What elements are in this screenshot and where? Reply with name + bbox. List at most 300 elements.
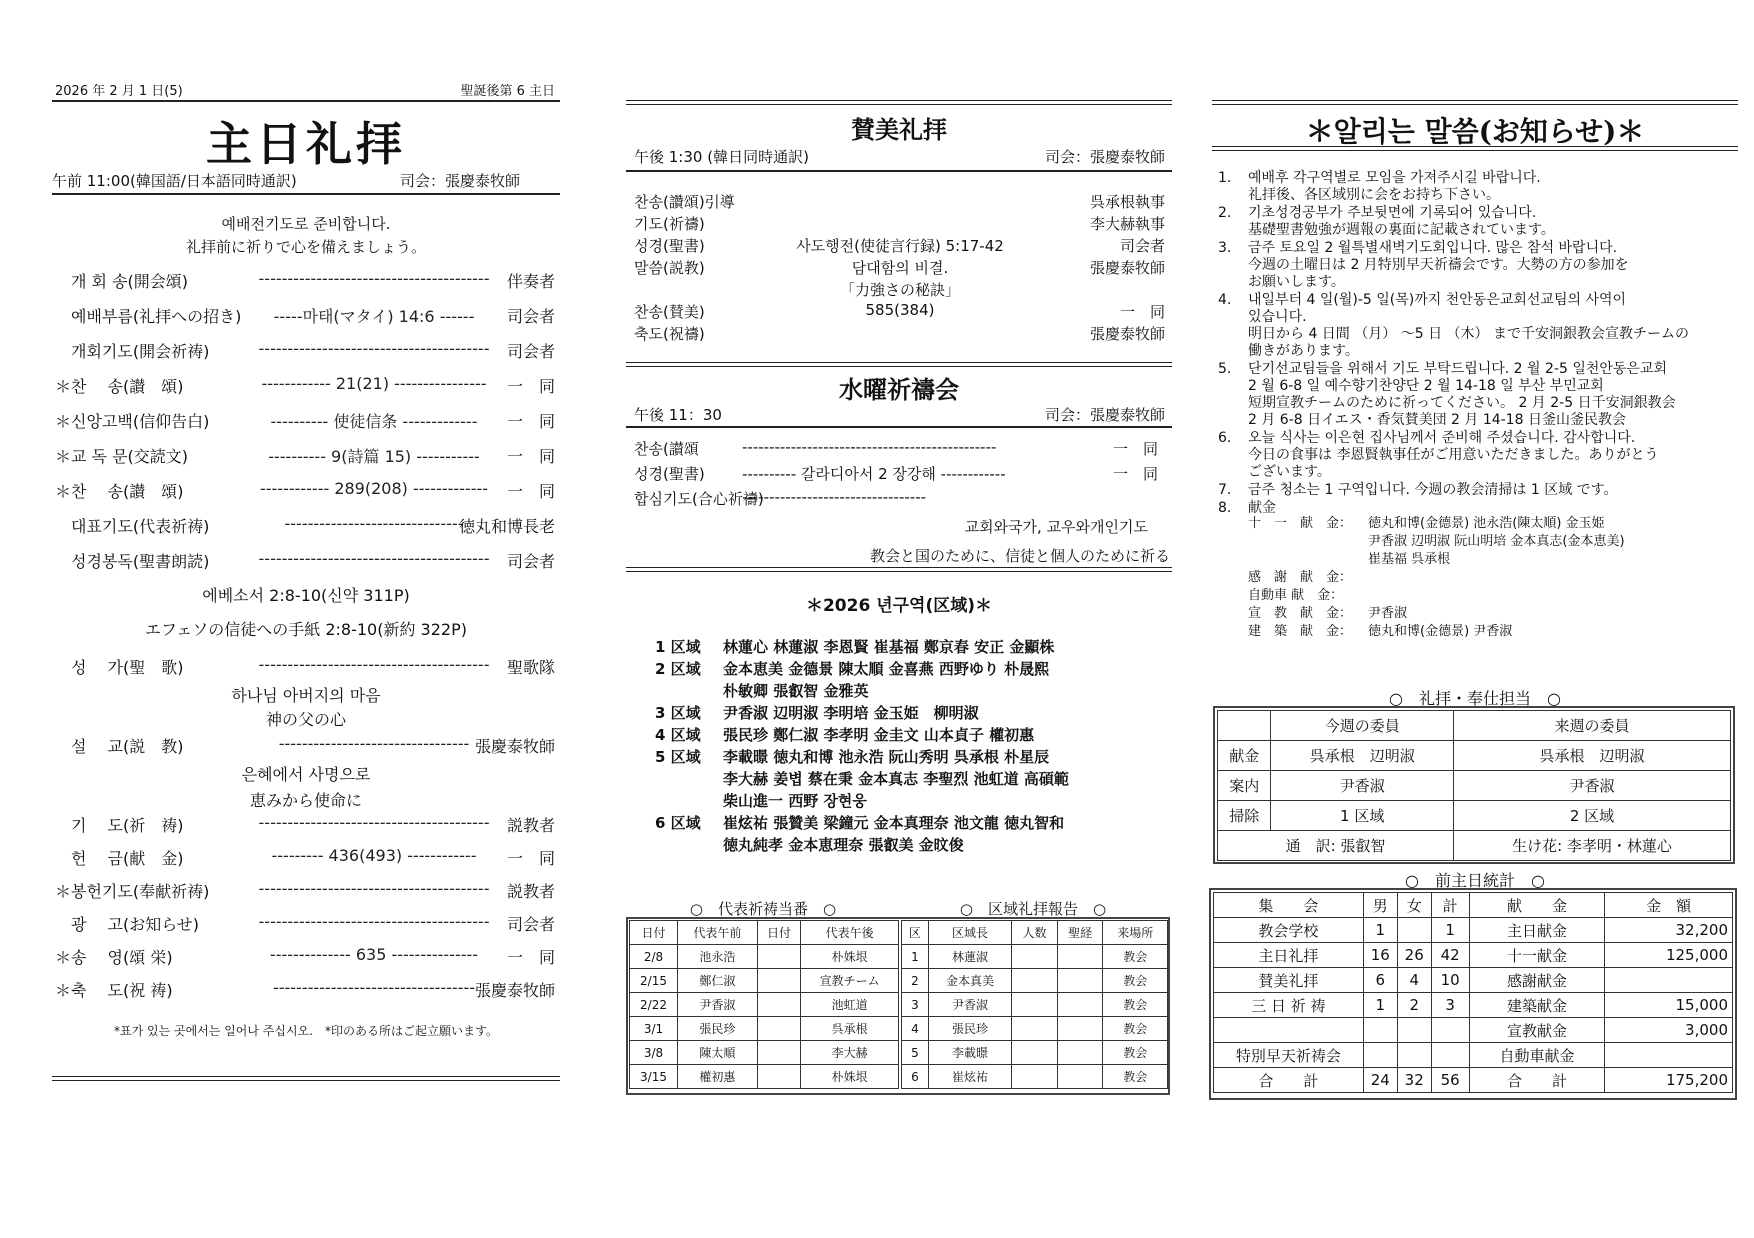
- column-header: 代表午後: [801, 921, 899, 945]
- order-row: [55, 514, 555, 536]
- table-cell: 張民珍: [678, 1017, 758, 1041]
- divider: [626, 170, 1172, 172]
- order-item-name: 교 독 문(交読文): [71, 447, 189, 466]
- table-cell: [1012, 1041, 1058, 1065]
- order-item-leader: 一 同: [506, 412, 555, 431]
- praise-item-name: 성경(聖書): [634, 237, 705, 255]
- zone-title: ＊2026 년구역(区域)＊: [805, 596, 993, 616]
- table-cell: [1431, 1043, 1469, 1068]
- table-cell: [1605, 1043, 1733, 1068]
- table-cell: 教会: [1103, 1017, 1168, 1041]
- zone-members: 柴山進一 西野 장현웅: [723, 792, 867, 810]
- notice-line: 今週の土曜日は 2 月特別早天祈禱会です。大勢の方の参加を: [1248, 257, 1629, 273]
- table-cell: [1605, 968, 1733, 993]
- praise-title: 賛美礼拝: [851, 115, 947, 144]
- prayer-duty-table: [629, 920, 899, 1089]
- notice-line: 금주 토요일 2 월특별새벽기도회입니다. 많은 참석 바랍니다.: [1248, 240, 1618, 256]
- choir-song-ko: 하나님 아버지의 마음: [231, 686, 381, 705]
- zone-row: [655, 812, 1064, 833]
- praise-host: 司会：張慶泰牧師: [1044, 148, 1165, 166]
- order-row: [55, 549, 555, 571]
- table-cell: 16: [1363, 943, 1397, 968]
- praise-item-leader: 張慶泰牧師: [1089, 259, 1165, 277]
- section-rule: [626, 362, 1172, 367]
- table-cell: [1363, 1018, 1397, 1043]
- notice-line: 오늘 식사는 이은현 집사님께서 준비해 주셨습니다. 감사합니다.: [1248, 430, 1636, 446]
- service-time: 午前 11:00(韓国語/日本語同時通訳): [52, 172, 297, 190]
- order-item-leader: 一 同: [506, 849, 555, 868]
- table-cell: 教会: [1103, 1065, 1168, 1089]
- table-cell: [1012, 969, 1058, 993]
- offering-donors: 尹香淑: [1368, 606, 1408, 621]
- zone-name: 3 区域: [655, 704, 701, 722]
- notice-number: 2.: [1218, 205, 1232, 221]
- order-item-name: 개회기도(開会祈祷): [71, 342, 210, 361]
- table-row: [1214, 1018, 1733, 1043]
- notice-number: 5.: [1218, 361, 1232, 377]
- column-header: 日付: [630, 921, 678, 945]
- table-cell: 宣教チーム: [801, 969, 899, 993]
- table-cell: 尹香淑: [678, 993, 758, 1017]
- table-cell: 1: [1363, 918, 1397, 943]
- offering-donors: 徳丸和博(金德景) 池永浩(陳太順) 金玉姫: [1368, 516, 1605, 531]
- choir-song-ja: 神の父の心: [265, 710, 346, 729]
- church-week: 聖誕後第 6 主日: [460, 84, 555, 99]
- notice-line: 献金: [1248, 500, 1276, 516]
- zone-name: 5 区域: [655, 748, 701, 766]
- table-cell: [757, 1041, 801, 1065]
- table-cell: 主日献金: [1469, 918, 1605, 943]
- table-cell: [1012, 945, 1058, 969]
- wed-topic-ja: 教会と国のために、信徒と個人のために祈る: [869, 547, 1170, 565]
- zone-members: 崔炫祐 張贊美 梁鐘元 金本真理奈 池文龍 徳丸智和: [723, 814, 1065, 832]
- zone-members: 朴敏卿 張叡智 金雅英: [723, 682, 869, 700]
- table-cell: [757, 1017, 801, 1041]
- zone-row: [655, 636, 1054, 657]
- offering-donors: 尹香淑 辺明淑 阮山明培 金本真志(金本恵美): [1368, 534, 1625, 549]
- table-cell: [1057, 1041, 1103, 1065]
- notice-line: 금주 청소는 1 구역입니다. 今週の教会清掃は 1 区域 です。: [1248, 482, 1618, 498]
- table-cell: [1057, 993, 1103, 1017]
- order-item-name: 기 도(祈 祷): [71, 816, 184, 835]
- table-cell: 3/8: [630, 1041, 678, 1065]
- column-header: [1218, 711, 1271, 741]
- zone-members: 徳丸純孝 金本恵理奈 張叡美 金旼俊: [723, 836, 964, 854]
- order-item-leader: 司会者: [506, 915, 555, 934]
- order-row: [55, 304, 555, 326]
- wed-item-name: 성경(聖書): [634, 465, 705, 483]
- table-row: [902, 1041, 1168, 1065]
- offering-label: 感 謝 献 金：: [1248, 570, 1353, 585]
- notice-number: 8.: [1218, 500, 1232, 516]
- table-cell: 尹香淑: [928, 993, 1011, 1017]
- required-standing-mark: ＊: [55, 412, 72, 431]
- zone-row: [655, 768, 1069, 789]
- table-cell: 6: [902, 1065, 929, 1089]
- table-cell: [1431, 1018, 1469, 1043]
- order-item-detail: ------------ 21(21) ----------------: [261, 374, 487, 393]
- notice-number: 4.: [1218, 292, 1232, 308]
- column-header: 来週の委員: [1453, 711, 1730, 741]
- notice-item: [1218, 292, 1738, 360]
- praise-item-detail: 585(384): [865, 301, 935, 319]
- stats-table: [1213, 892, 1733, 1093]
- notice-item: [1218, 205, 1738, 239]
- table-cell: 1: [902, 945, 929, 969]
- order-item-leader: 司会者: [506, 307, 555, 326]
- notice-line: 短期宣教チームのために祈ってください。 2 月 2-5 日千安洞銀教会: [1248, 395, 1676, 411]
- divider: [52, 193, 560, 195]
- wed-host: 司会：張慶泰牧師: [1044, 406, 1165, 424]
- table-cell: 李大赫: [801, 1041, 899, 1065]
- table-row: [630, 993, 899, 1017]
- table-cell: 2: [902, 969, 929, 993]
- order-item-name: 개 회 송(開会頌): [71, 272, 189, 291]
- order-row: [55, 912, 555, 934]
- table-cell: 張民珍: [928, 1017, 1011, 1041]
- table-cell: 3/1: [630, 1017, 678, 1041]
- table-cell: 42: [1431, 943, 1469, 968]
- tables-frame: [626, 917, 1170, 1095]
- table-cell: [1363, 1043, 1397, 1068]
- order-item-leader: 説教者: [506, 882, 555, 901]
- order-row: [55, 945, 555, 967]
- required-standing-mark: ＊: [55, 882, 72, 901]
- table-row: [1218, 771, 1731, 801]
- table-row: [902, 1017, 1168, 1041]
- order-item-name: 대표기도(代表祈祷): [71, 517, 210, 536]
- required-standing-mark: ＊: [55, 447, 72, 466]
- notice-number: 3.: [1218, 240, 1232, 256]
- order-item-leader: 司会者: [506, 552, 555, 571]
- order-item-detail: ----------------------------------------: [258, 549, 490, 568]
- notice-item: [1218, 482, 1738, 499]
- table-cell: 4: [902, 1017, 929, 1041]
- order-row: [55, 978, 555, 1000]
- order-item-name: 광 고(お知らせ): [71, 915, 200, 934]
- table-cell: 自動車献金: [1469, 1043, 1605, 1068]
- table-row: [1214, 968, 1733, 993]
- zone-name: 4 区域: [655, 726, 701, 744]
- table-cell: 呉承根 辺明淑: [1271, 741, 1454, 771]
- table-cell: 呉承根: [801, 1017, 899, 1041]
- scripture-ja: エフェソの信徒への手紙 2:8-10(新約 322P): [145, 620, 467, 639]
- notice-line: 明日から 4 日間 （月） ～5 日 （木） まで千安洞銀教会宣教チームの: [1248, 326, 1689, 342]
- header-rule: [1212, 100, 1738, 105]
- column-header: 集 会: [1214, 893, 1364, 918]
- zone-report-table: [901, 920, 1168, 1089]
- table-cell: 教会: [1103, 1041, 1168, 1065]
- table-row: [630, 1041, 899, 1065]
- offering-label: 宣 教 献 金：: [1248, 606, 1353, 621]
- table-row: [1214, 918, 1733, 943]
- order-item-detail: -------------------------------: [284, 514, 464, 533]
- table-cell: 三 日 祈 祷: [1214, 993, 1364, 1018]
- column-header: 来場所: [1103, 921, 1168, 945]
- table-cell: 崔炫祐: [928, 1065, 1011, 1089]
- table-row: [1218, 801, 1731, 831]
- offering-donors: 徳丸和博(金德景) 尹香淑: [1368, 624, 1513, 639]
- praise-item-detail: 사도행전(使徒言行録) 5:17-42: [796, 237, 1004, 255]
- offering-donors: 崔基福 呉承根: [1368, 552, 1451, 567]
- column-header: 男: [1363, 893, 1397, 918]
- table-cell: [757, 969, 801, 993]
- divider: [52, 100, 560, 102]
- order-item-name: 축 도(祝 祷): [71, 981, 173, 1000]
- order-item-leader: 説教者: [506, 816, 555, 835]
- order-item-detail: -----마태(マタイ) 14:6 ------: [273, 307, 475, 326]
- order-item-detail: ---------- 9(詩篇 15) -----------: [268, 447, 480, 466]
- notice-line: 今日の食事は 李恩賢執事任がご用意いただきました。ありがとう: [1248, 447, 1659, 463]
- order-row: [55, 269, 555, 291]
- order-item-name: 신앙고백(信仰告白): [71, 412, 210, 431]
- table-cell: 教会: [1103, 945, 1168, 969]
- notice-item: [1218, 170, 1738, 204]
- zone-members: 李載暻 徳丸和博 池永浩 阮山秀明 呉承根 朴星辰: [723, 748, 1050, 766]
- order-item-detail: ----------------------------------------: [258, 879, 490, 898]
- table-cell: 1: [1363, 993, 1397, 1018]
- interpreter: 通 訳: 張叡智: [1218, 831, 1454, 861]
- wed-item-detail: -----------------------------------------------: [742, 438, 997, 456]
- required-standing-mark: ＊: [55, 948, 72, 967]
- column-header: 区: [902, 921, 929, 945]
- zone-name: 6 区域: [655, 814, 701, 832]
- table-cell: 1 区域: [1271, 801, 1454, 831]
- table-cell: 3: [902, 993, 929, 1017]
- table-cell: 24: [1363, 1068, 1397, 1093]
- order-row: [55, 339, 555, 361]
- table-row: [902, 1065, 1168, 1089]
- order-item-leader: 一 同: [506, 447, 555, 466]
- table-row: [902, 969, 1168, 993]
- table-cell: [1397, 1043, 1431, 1068]
- order-row: [55, 879, 555, 901]
- table-row: [1218, 741, 1731, 771]
- order-row: [55, 846, 555, 868]
- stats-frame: [1209, 888, 1737, 1100]
- required-standing-mark: ＊: [55, 377, 72, 396]
- footnote: *표가 있는 곳에서는 일어나 주십시오. *印のある所はご起立願います。: [114, 1024, 498, 1038]
- order-item-leader: 一 同: [506, 948, 555, 967]
- table-cell: 3: [1431, 993, 1469, 1018]
- table-cell: 尹香淑: [1453, 771, 1730, 801]
- order-row: [55, 409, 555, 431]
- column-header: 人数: [1012, 921, 1058, 945]
- prep-prayer-ko: 예배전기도로 준비합니다.: [221, 215, 391, 233]
- order-item-name: 성경봉독(聖書朗読): [71, 552, 210, 571]
- duty-table: [1217, 710, 1731, 861]
- table-cell: 李載暻: [928, 1041, 1011, 1065]
- divider: [626, 426, 1172, 428]
- notice-line: 2 월 6-8 일 예수향기찬양단 2 월 14-18 일 부산 부민교회: [1248, 378, 1604, 394]
- table-cell: [1012, 993, 1058, 1017]
- zone-row: [655, 702, 979, 723]
- table-row: [630, 1065, 899, 1089]
- duty-title: ○ 礼拝・奉仕担当 ○: [1389, 689, 1561, 708]
- service-host: 司会：張慶泰牧師: [400, 172, 521, 190]
- table-cell: 10: [1431, 968, 1469, 993]
- order-row: [55, 374, 555, 396]
- praise-item-name: 찬송(讚頌)引導: [634, 193, 735, 211]
- table-cell: 賛美礼拝: [1214, 968, 1364, 993]
- required-standing-mark: ＊: [55, 981, 72, 1000]
- table-cell: 掃除: [1218, 801, 1271, 831]
- order-item-detail: ----------------------------------------: [258, 269, 490, 288]
- table-row: [1214, 943, 1733, 968]
- order-item-name: 봉헌기도(奉献祈祷): [71, 882, 210, 901]
- column-header: 女: [1397, 893, 1431, 918]
- table-cell: 尹香淑: [1271, 771, 1454, 801]
- order-item-leader: 一 同: [506, 377, 555, 396]
- sermon-title-ko: 은혜에서 사명으로: [241, 765, 371, 784]
- footer-rule: [52, 1076, 560, 1081]
- table-cell: 2/22: [630, 993, 678, 1017]
- notice-number: 7.: [1218, 482, 1232, 498]
- table-cell: 金本真美: [928, 969, 1011, 993]
- table-cell: 主日礼拝: [1214, 943, 1364, 968]
- table-cell: 教会: [1103, 993, 1168, 1017]
- praise-item-leader: 呉承根執事: [1089, 193, 1165, 211]
- zone-report-title: ○ 区域礼拝報告 ○: [959, 900, 1107, 918]
- table-cell: 175,200: [1605, 1068, 1733, 1093]
- table-cell: 池永浩: [678, 945, 758, 969]
- table-cell: 宣教献金: [1469, 1018, 1605, 1043]
- praise-time: 午後 1:30 (韓日同時通訳): [634, 148, 809, 166]
- wed-item-leader: 一 同: [1112, 465, 1158, 483]
- table-cell: [1214, 1018, 1364, 1043]
- table-row: [1214, 1043, 1733, 1068]
- notice-line: 예배후 각구역별로 모임을 가져주시길 바랍니다.: [1248, 170, 1541, 186]
- table-cell: [1397, 1018, 1431, 1043]
- table-row: [1214, 1068, 1733, 1093]
- notice-line: ございます。: [1248, 464, 1331, 480]
- table-cell: 朴姝垠: [801, 1065, 899, 1089]
- table-cell: [757, 1065, 801, 1089]
- order-item-detail: --------- 436(493) ------------: [271, 846, 477, 865]
- bulletin-date: 2026 年 2 月 1 日(5): [55, 84, 183, 99]
- table-cell: 1: [1431, 918, 1469, 943]
- table-cell: 6: [1363, 968, 1397, 993]
- praise-item-detail: 「力強さの秘訣」: [839, 281, 960, 299]
- table-cell: 鄭仁淑: [678, 969, 758, 993]
- wed-title: 水曜祈禱会: [839, 375, 959, 404]
- praise-item-leader: 一 同: [1119, 303, 1165, 321]
- notice-line: 기초성경공부가 주보뒷면에 기록되어 있습니다.: [1248, 205, 1537, 221]
- column-header: 計: [1431, 893, 1469, 918]
- zone-row: [655, 790, 867, 811]
- zone-row: [655, 746, 1049, 767]
- table-cell: 3/15: [630, 1065, 678, 1089]
- table-cell: 4: [1397, 968, 1431, 993]
- notice-item: [1218, 430, 1738, 481]
- table-cell: [757, 945, 801, 969]
- wed-item-detail: ---------- 갈라디아서 2 장강해 ------------: [742, 465, 1006, 483]
- zone-row: [655, 724, 1034, 745]
- wed-topic-ko: 교회와국가, 교우와개인기도: [964, 518, 1148, 536]
- table-cell: 3,000: [1605, 1018, 1733, 1043]
- table-cell: 125,000: [1605, 943, 1733, 968]
- notice-line: 단기선교팀들을 위해서 기도 부탁드립니다. 2 월 2-5 일천안동은교회: [1248, 361, 1667, 377]
- notice-line: お願いします。: [1248, 274, 1345, 290]
- praise-item-name: 찬송(賛美): [634, 303, 705, 321]
- table-cell: [757, 993, 801, 1017]
- notice-item: [1218, 361, 1738, 429]
- table-cell: 陳太順: [678, 1041, 758, 1065]
- order-row: [55, 444, 555, 466]
- table-cell: 26: [1397, 943, 1431, 968]
- table-row: [902, 945, 1168, 969]
- table-cell: 朴姝垠: [801, 945, 899, 969]
- table-cell: 池虹道: [801, 993, 899, 1017]
- table-cell: 呉承根 辺明淑: [1453, 741, 1730, 771]
- prep-prayer-ja: 礼拝前に祈りで心を備えましょう。: [185, 238, 426, 256]
- table-cell: [1057, 1017, 1103, 1041]
- table-cell: 教会: [1103, 969, 1168, 993]
- notice-line: 働きがあります。: [1248, 343, 1359, 359]
- order-row: [55, 813, 555, 835]
- order-item-detail: ----------------------------------------: [258, 339, 490, 358]
- table-cell: 2: [1397, 993, 1431, 1018]
- order-item-leader: 徳丸和博長老: [458, 517, 555, 536]
- order-item-name: 찬 송(讃 頌): [71, 482, 184, 501]
- page-title: 主日礼拝: [206, 117, 406, 171]
- flower-arrangement: 生け花: 李孝明・林蓮心: [1453, 831, 1730, 861]
- zone-row: [655, 658, 1049, 679]
- table-cell: 案内: [1218, 771, 1271, 801]
- table-cell: 建築献金: [1469, 993, 1605, 1018]
- table-cell: 献金: [1218, 741, 1271, 771]
- table-cell: [1012, 1065, 1058, 1089]
- offering-label: 自動車 献 金：: [1248, 588, 1344, 603]
- wed-time: 午後 11：30: [634, 406, 722, 424]
- zone-row: [655, 680, 868, 701]
- table-cell: 2/8: [630, 945, 678, 969]
- order-item-detail: ----------------------------------------: [258, 813, 490, 832]
- prayer-duty-title: ○ 代表祈祷当番 ○: [689, 900, 837, 918]
- table-cell: 林蓮淑: [928, 945, 1011, 969]
- table-row: [630, 945, 899, 969]
- table-cell: 2/15: [630, 969, 678, 993]
- zone-members: 林蓮心 林蓮淑 李恩賢 崔基福 鄭京春 安正 金顯株: [723, 638, 1055, 656]
- table-cell: [1397, 918, 1431, 943]
- order-item-name: 헌 금(献 金): [71, 849, 184, 868]
- stats-title: ○ 前主日統計 ○: [1405, 871, 1545, 890]
- order-item-detail: ----------------------------------------: [258, 912, 490, 931]
- column-header: 区域長: [928, 921, 1011, 945]
- wed-item-name: 합심기도(合心祈禱): [634, 490, 764, 508]
- column-header: 献 金: [1469, 893, 1605, 918]
- order-row-sermon: 설 교(説 教) --------------------------------- 張慶泰牧師: [71, 734, 555, 756]
- table-cell: 32: [1397, 1068, 1431, 1093]
- table-cell: 32,200: [1605, 918, 1733, 943]
- column-header: 代表午前: [678, 921, 758, 945]
- praise-item-leader: 張慶泰牧師: [1089, 325, 1165, 343]
- order-item-name: 송 영(頌 栄): [71, 948, 173, 967]
- praise-item-leader: 李大赫執事: [1089, 215, 1165, 233]
- table-row: [630, 1017, 899, 1041]
- zone-name: 2 区域: [655, 660, 701, 678]
- duty-frame: [1213, 706, 1735, 864]
- praise-item-name: 기도(祈禱): [634, 215, 705, 233]
- zone-members: 金本恵美 金德景 陳太順 金喜燕 西野ゆり 朴晟熙: [723, 660, 1050, 678]
- notice-item: [1218, 240, 1738, 291]
- column-header: 日付: [757, 921, 801, 945]
- praise-item-detail: 담대함의 비결.: [851, 259, 949, 277]
- scripture-ko: 에베소서 2:8-10(신약 311P): [202, 586, 410, 605]
- header-rule: [1212, 146, 1738, 151]
- table-cell: [1012, 1017, 1058, 1041]
- notice-line: 基礎聖書勉強が週報の裏面に記載されています。: [1248, 222, 1555, 238]
